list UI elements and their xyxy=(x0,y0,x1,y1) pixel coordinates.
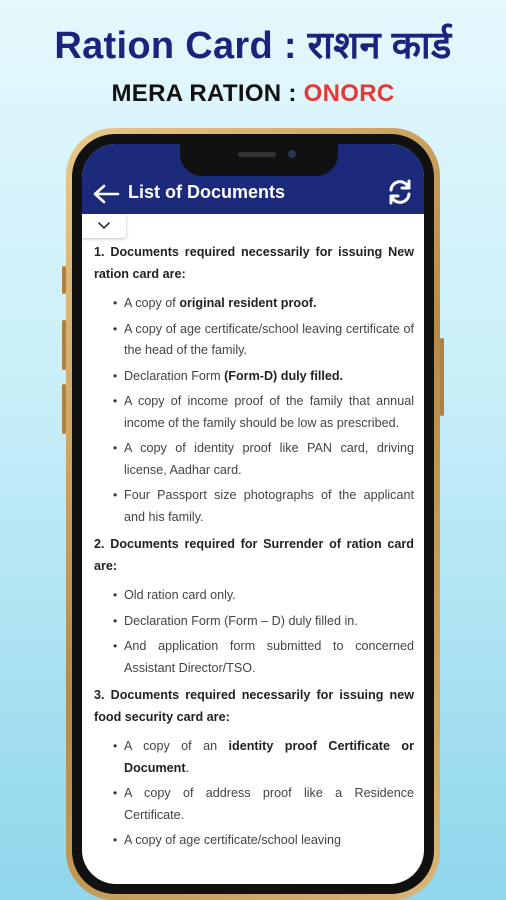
list-item: • A copy of an identity proof Certificate or Document. xyxy=(114,736,414,779)
phone-mute-button xyxy=(62,266,66,294)
list-item: • And application form submitted to concerned Assistant Director/TSO. xyxy=(114,636,414,679)
document-list xyxy=(94,736,414,852)
chevron-down-icon xyxy=(97,221,111,231)
app-bar-title: List of Documents xyxy=(128,182,286,202)
collapse-toggle[interactable] xyxy=(82,214,126,238)
list-item: • Declaration Form (Form-D) duly filled. xyxy=(114,366,414,388)
list-item: • A copy of address proof like a Residence Certificate. xyxy=(114,783,414,826)
document-list xyxy=(94,293,414,528)
promo-headline: Ration Card : राशन कार्ड xyxy=(54,25,452,67)
app-screen xyxy=(82,144,424,884)
list-item: • A copy of original resident proof. xyxy=(114,293,414,315)
section-title: 2. Documents required for Surrender of ration card are: xyxy=(94,537,414,573)
list-item: • Old ration card only. xyxy=(114,585,414,607)
documents-content xyxy=(94,230,414,884)
document-list xyxy=(94,585,414,679)
arrow-left-icon[interactable] xyxy=(92,184,120,204)
section-title: 1. Documents required necessarily for issuing New ration card are: xyxy=(94,245,414,281)
promo-subtitle xyxy=(0,80,506,108)
section-title: 3. Documents required necessarily for issuing new food security card are: xyxy=(94,688,414,724)
list-item: • A copy of age certificate/school leaving xyxy=(114,830,414,852)
speaker-grille xyxy=(238,152,276,157)
front-camera xyxy=(288,150,296,158)
phone-power-button xyxy=(440,338,444,416)
list-item: • A copy of identity proof like PAN card, driving license, Aadhar card. xyxy=(114,438,414,481)
phone-volume-down-button xyxy=(62,384,66,434)
promo-subtitle-main: MERA RATION : xyxy=(111,80,304,107)
promo-subtitle-accent: ONORC xyxy=(303,80,395,107)
list-item: • A copy of income proof of the family that annual income of the family should be low as prescribed. xyxy=(114,391,414,434)
phone-notch xyxy=(180,144,338,176)
phone-volume-up-button xyxy=(62,320,66,370)
phone-mockup xyxy=(66,128,440,900)
list-item: • Declaration Form (Form – D) duly filled in. xyxy=(114,611,414,633)
list-item: • A copy of age certificate/school leaving certificate of the head of the family. xyxy=(114,319,414,362)
refresh-icon[interactable] xyxy=(386,178,414,206)
list-item: • Four Passport size photographs of the applicant and his family. xyxy=(114,485,414,528)
